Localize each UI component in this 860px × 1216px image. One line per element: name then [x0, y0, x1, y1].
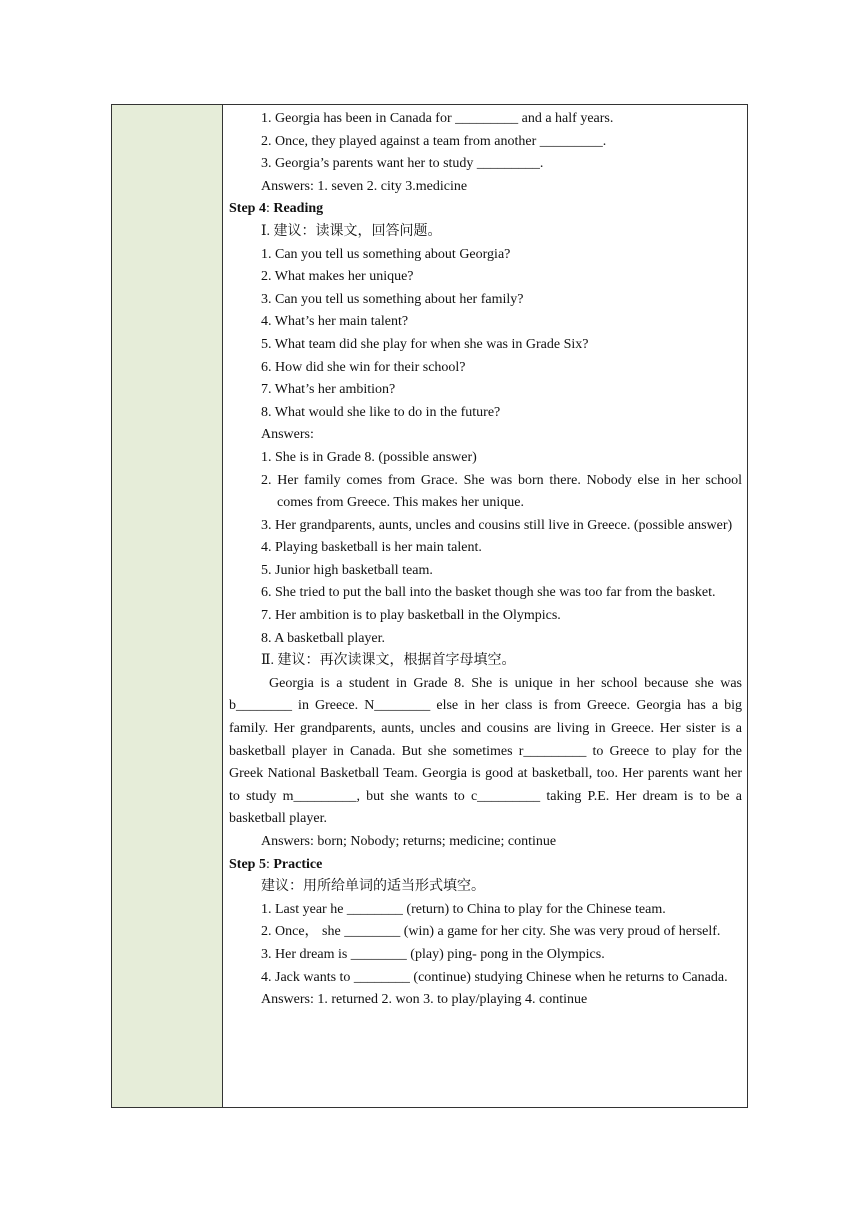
- practice-item: 1. Last year he ________ (return) to China to play for the Chinese team.: [261, 901, 666, 917]
- table-left-column: [112, 105, 223, 1107]
- step5-label: Step 5: [229, 856, 266, 872]
- step5-colon: :: [265, 856, 274, 872]
- practice-item: 4. Jack wants to ________ (continue) studying Chinese when he returns to Canada.: [261, 969, 728, 985]
- practice-answers: Answers: 1. returned 2. won 3. to play/playing 4. continue: [261, 992, 588, 1008]
- reading-question: 4. What’s her main talent?: [261, 314, 409, 330]
- fill-question-1: 1. Georgia has been in Canada for _________ and a half years.: [261, 111, 614, 126]
- step4-label: Step 4: [229, 201, 266, 217]
- reading-answer: 3. Her grandparents, aunts, uncles and cousins still live in Greece. (possible answer): [261, 517, 733, 533]
- fill-question-2: 2. Once, they played against a team from another _________.: [261, 133, 607, 149]
- reading-answer: 8. A basketball player.: [261, 630, 386, 646]
- reading-question: 3. Can you tell us something about her family?: [261, 291, 524, 307]
- lesson-table: [111, 104, 748, 1108]
- step5-name: Practice: [273, 856, 323, 872]
- practice-item: 3. Her dream is ________ (play) ping- pong in the Olympics.: [261, 946, 605, 962]
- fill-answers: Answers: 1. seven 2. city 3.medicine: [261, 178, 468, 194]
- reading-question: 1. Can you tell us something about Georgia?: [261, 246, 511, 262]
- step4-part1-title: Ⅰ. 建议：读课文，回答问题。: [261, 223, 442, 239]
- step5-instruction: 建议：用所给单词的适当形式填空。: [261, 879, 485, 895]
- step4-name: Reading: [273, 201, 324, 217]
- reading-answer: 7. Her ambition is to play basketball in the Olympics.: [261, 608, 561, 624]
- reading-question: 5. What team did she play for when she was in Grade Six?: [261, 336, 589, 352]
- reading-answer: 6. She tried to put the ball into the basket though she was too far from the basket.: [261, 585, 716, 601]
- reading-answers-label: Answers:: [261, 427, 314, 443]
- table-content-cell: [223, 105, 747, 1107]
- reading-question: 6. How did she win for their school?: [261, 359, 466, 375]
- cloze-answers: Answers: born; Nobody; returns; medicine; continue: [261, 834, 557, 849]
- step4-heading: [229, 198, 742, 221]
- reading-answer: 1. She is in Grade 8. (possible answer): [261, 449, 477, 465]
- step4-part2-title: Ⅱ. 建议：再次读课文，根据首字母填空。: [261, 653, 516, 669]
- reading-answer: 2. Her family comes from Grace. She was born there. Nobody else in her school comes from Greece. This makes her unique.: [261, 472, 742, 511]
- practice-item: 2. Once， she ________ (win) a game for her city. She was very proud of herself.: [261, 924, 721, 940]
- reading-question: 8. What would she like to do in the future?: [261, 404, 501, 420]
- reading-answer: 5. Junior high basketball team.: [261, 562, 433, 578]
- step4-colon: :: [265, 201, 274, 217]
- reading-question: 7. What’s her ambition?: [261, 382, 396, 398]
- step5-heading: [229, 854, 742, 877]
- reading-question: 2. What makes her unique?: [261, 269, 414, 285]
- cloze-passage: Georgia is a student in Grade 8. She is unique in her school because she was b________ in Greece. N________ else in her class is from Greece. Georgia has a big family. Her grandparents, aunts, uncles and cousins are living in Greece. Her sister is a basketball player in Canada. But she sometimes r_________ to Greece to play for the Greek National Basketball Team. Georgia is good at basketball, too. Her parents want her to study m_________, but she wants to c_________ taking P.E. Her dream is to be a basketball player.: [229, 675, 742, 827]
- fill-question-3: 3. Georgia’s parents want her to study _________.: [261, 156, 544, 172]
- reading-answer: 4. Playing basketball is her main talent.: [261, 540, 482, 556]
